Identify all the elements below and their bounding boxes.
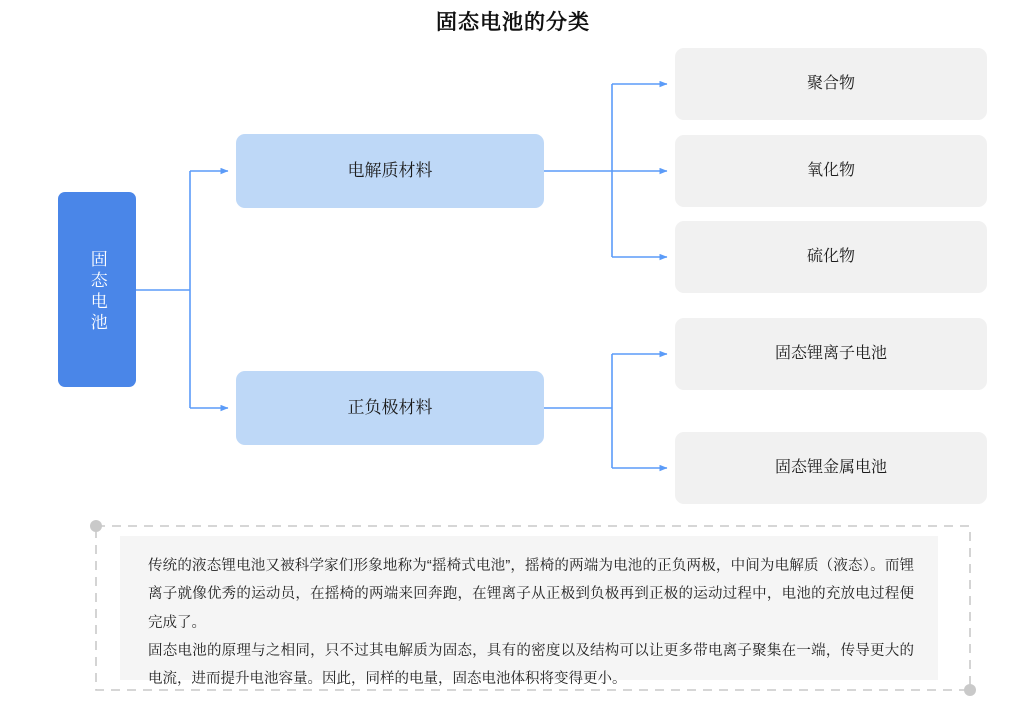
node-sulfide[interactable]: 硫化物 <box>675 221 987 293</box>
page-title: 固态电池的分类 <box>436 11 590 34</box>
node-oxide[interactable]: 氧化物 <box>675 135 987 207</box>
node-root-solid-state-battery[interactable]: 固态电池 <box>58 192 136 387</box>
node-electrode-material[interactable]: 正负极材料 <box>236 371 544 445</box>
note-panel <box>88 518 978 698</box>
node-solid-state-lithium-metal-battery[interactable]: 固态锂金属电池 <box>675 432 987 504</box>
node-solid-state-lithium-ion-battery[interactable]: 固态锂离子电池 <box>675 318 987 390</box>
note-paragraph-2: 固态电池的原理与之相同，只不过其电解质为固态，具有的密度以及结构可以让更多带电离子聚集在一端，传导更大的电流，进而提升电池容量。因此，同样的电量，固态电池体积将变得更小。 <box>148 642 914 688</box>
note-text-body <box>120 536 938 688</box>
note-paragraph-1: 传统的液态锂电池又被科学家们形象地称为“摇椅式电池”，摇椅的两端为电池的正负两极，中间为电解质（液态）。而锂离子就像优秀的运动员，在摇椅的两端来回奔跑，在锂离子从正极到负极再到正极的运动过程中，电池的充放电过程便完成了。 <box>148 558 914 631</box>
node-polymer[interactable]: 聚合物 <box>675 48 987 120</box>
node-electrolyte-material[interactable]: 电解质材料 <box>236 134 544 208</box>
